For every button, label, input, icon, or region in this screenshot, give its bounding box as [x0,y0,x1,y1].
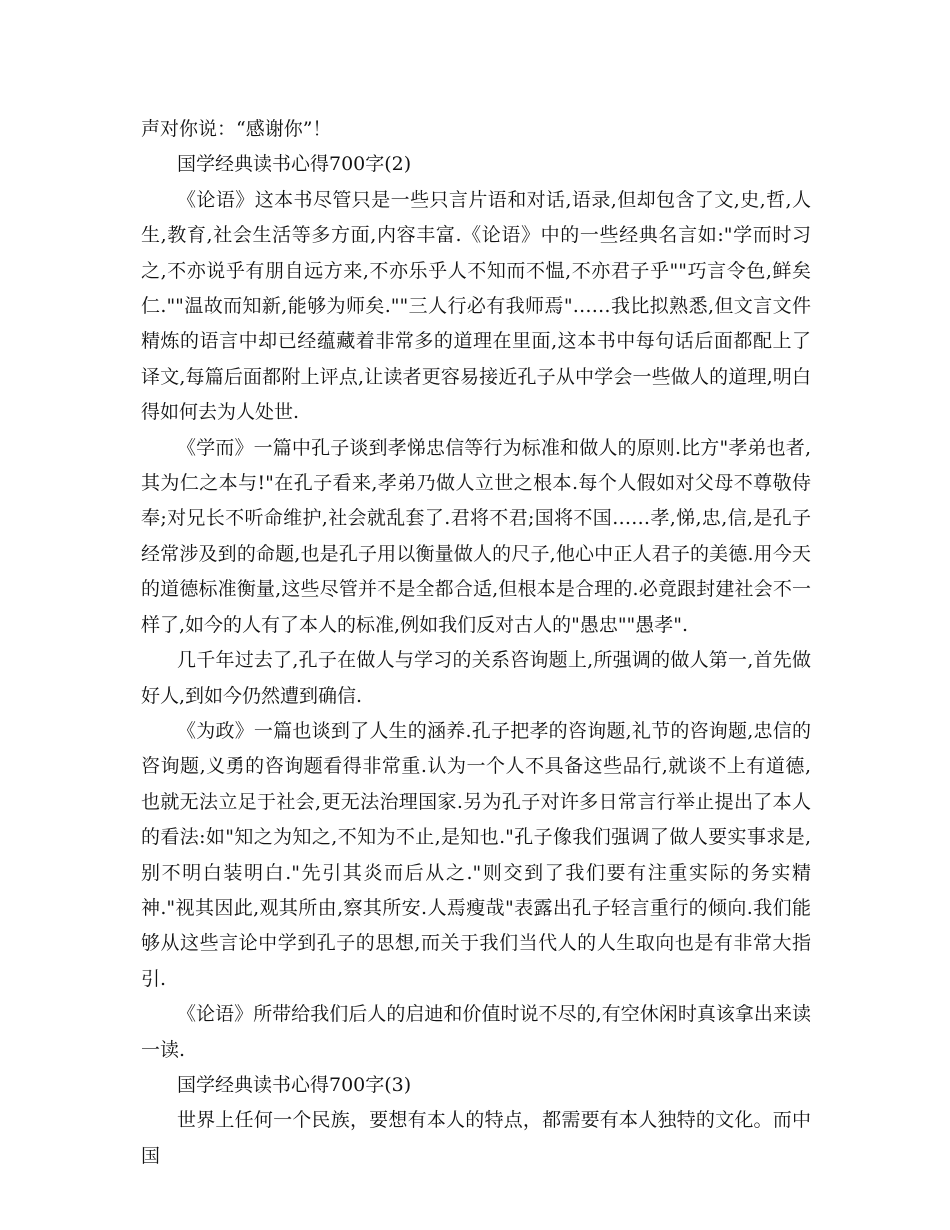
paragraph-xueer: 《学而》一篇中孔子谈到孝悌忠信等行为标准和做人的原则.比方"孝弟也者,其为仁之本与!"在孔子看来,孝弟乃做人立世之根本.每个人假如对父母不尊敬侍奉;对兄长不听命维护,社会就乱套了.君将不君;国将不国……孝,悌,忠,信,是孔子经常涉及到的命题,也是孔子用以衡量做人的尺子,他心中正人君子的美德.用今天的道德标准衡量,这些尽管并不是全都合适,但根本是合理的.必竟跟封建社会不一样了,如今的人有了本人的标准,例如我们反对古人的"愚忠""愚孝". [141,436,811,636]
section-heading-2: 国学经典读书心得700字(2) [177,153,412,176]
section-heading-3: 国学经典读书心得700字(3) [177,1073,412,1096]
paragraph-lunyu-intro: 《论语》这本书尽管只是一些只言片语和对话,语录,但却包含了文,史,哲,人生,教育,社会生活等多方面,内容丰富.《论语》中的一些经典名言如:"学而时习之,不亦说乎有朋自远方来,不亦乐乎人不知而不愠,不亦君子乎""巧言令色,鲜矣仁.""温故而知新,能够为师矣.""三人行必有我师焉"……我比拟熟悉,但文言文件精炼的语言中却已经蕴藏着非常多的道理在里面,这本书中每句话后面都配上了译文,每篇后面都附上评点,让读者更容易接近孔子从中学会一些做人的道理,明白得如何去为人处世. [141,188,811,424]
paragraph-closing-line: 声对你说：“感谢你”！ [141,118,332,140]
paragraph-culture-start: 世界上任何一个民族，要想有本人的特点，都需要有本人独特的文化。而中国 [141,1109,811,1167]
paragraph-zuoren: 几千年过去了,孔子在做人与学习的关系咨询题上,所强调的做人第一,首先做好人,到如今仍然遭到确信. [141,649,811,707]
paragraph-weizheng: 《为政》一篇也谈到了人生的涵养.孔子把孝的咨询题,礼节的咨询题,忠信的咨询题,义勇的咨询题看得非常重.认为一个人不具备这些品行,就谈不上有道德,也就无法立足于社会,更无法治理国家.另为孔子对许多日常言行举止提出了本人的看法:如"知之为知之,不知为不止,是知也."孔子像我们强调了做人要实事求是,别不明白装明白."先引其炎而后从之."则交到了我们要有注重实际的务实精神."视其因此,观其所由,察其所安.人焉瘦哉"表露出孔子轻言重行的倾向.我们能够从这些言论中学到孔子的思想,而关于我们当代人的人生取向也是有非常大指引. [141,719,811,990]
paragraph-conclusion: 《论语》所带给我们后人的启迪和价值时说不尽的,有空休闲时真该拿出来读一读. [141,1003,811,1061]
document-body [141,112,811,1174]
